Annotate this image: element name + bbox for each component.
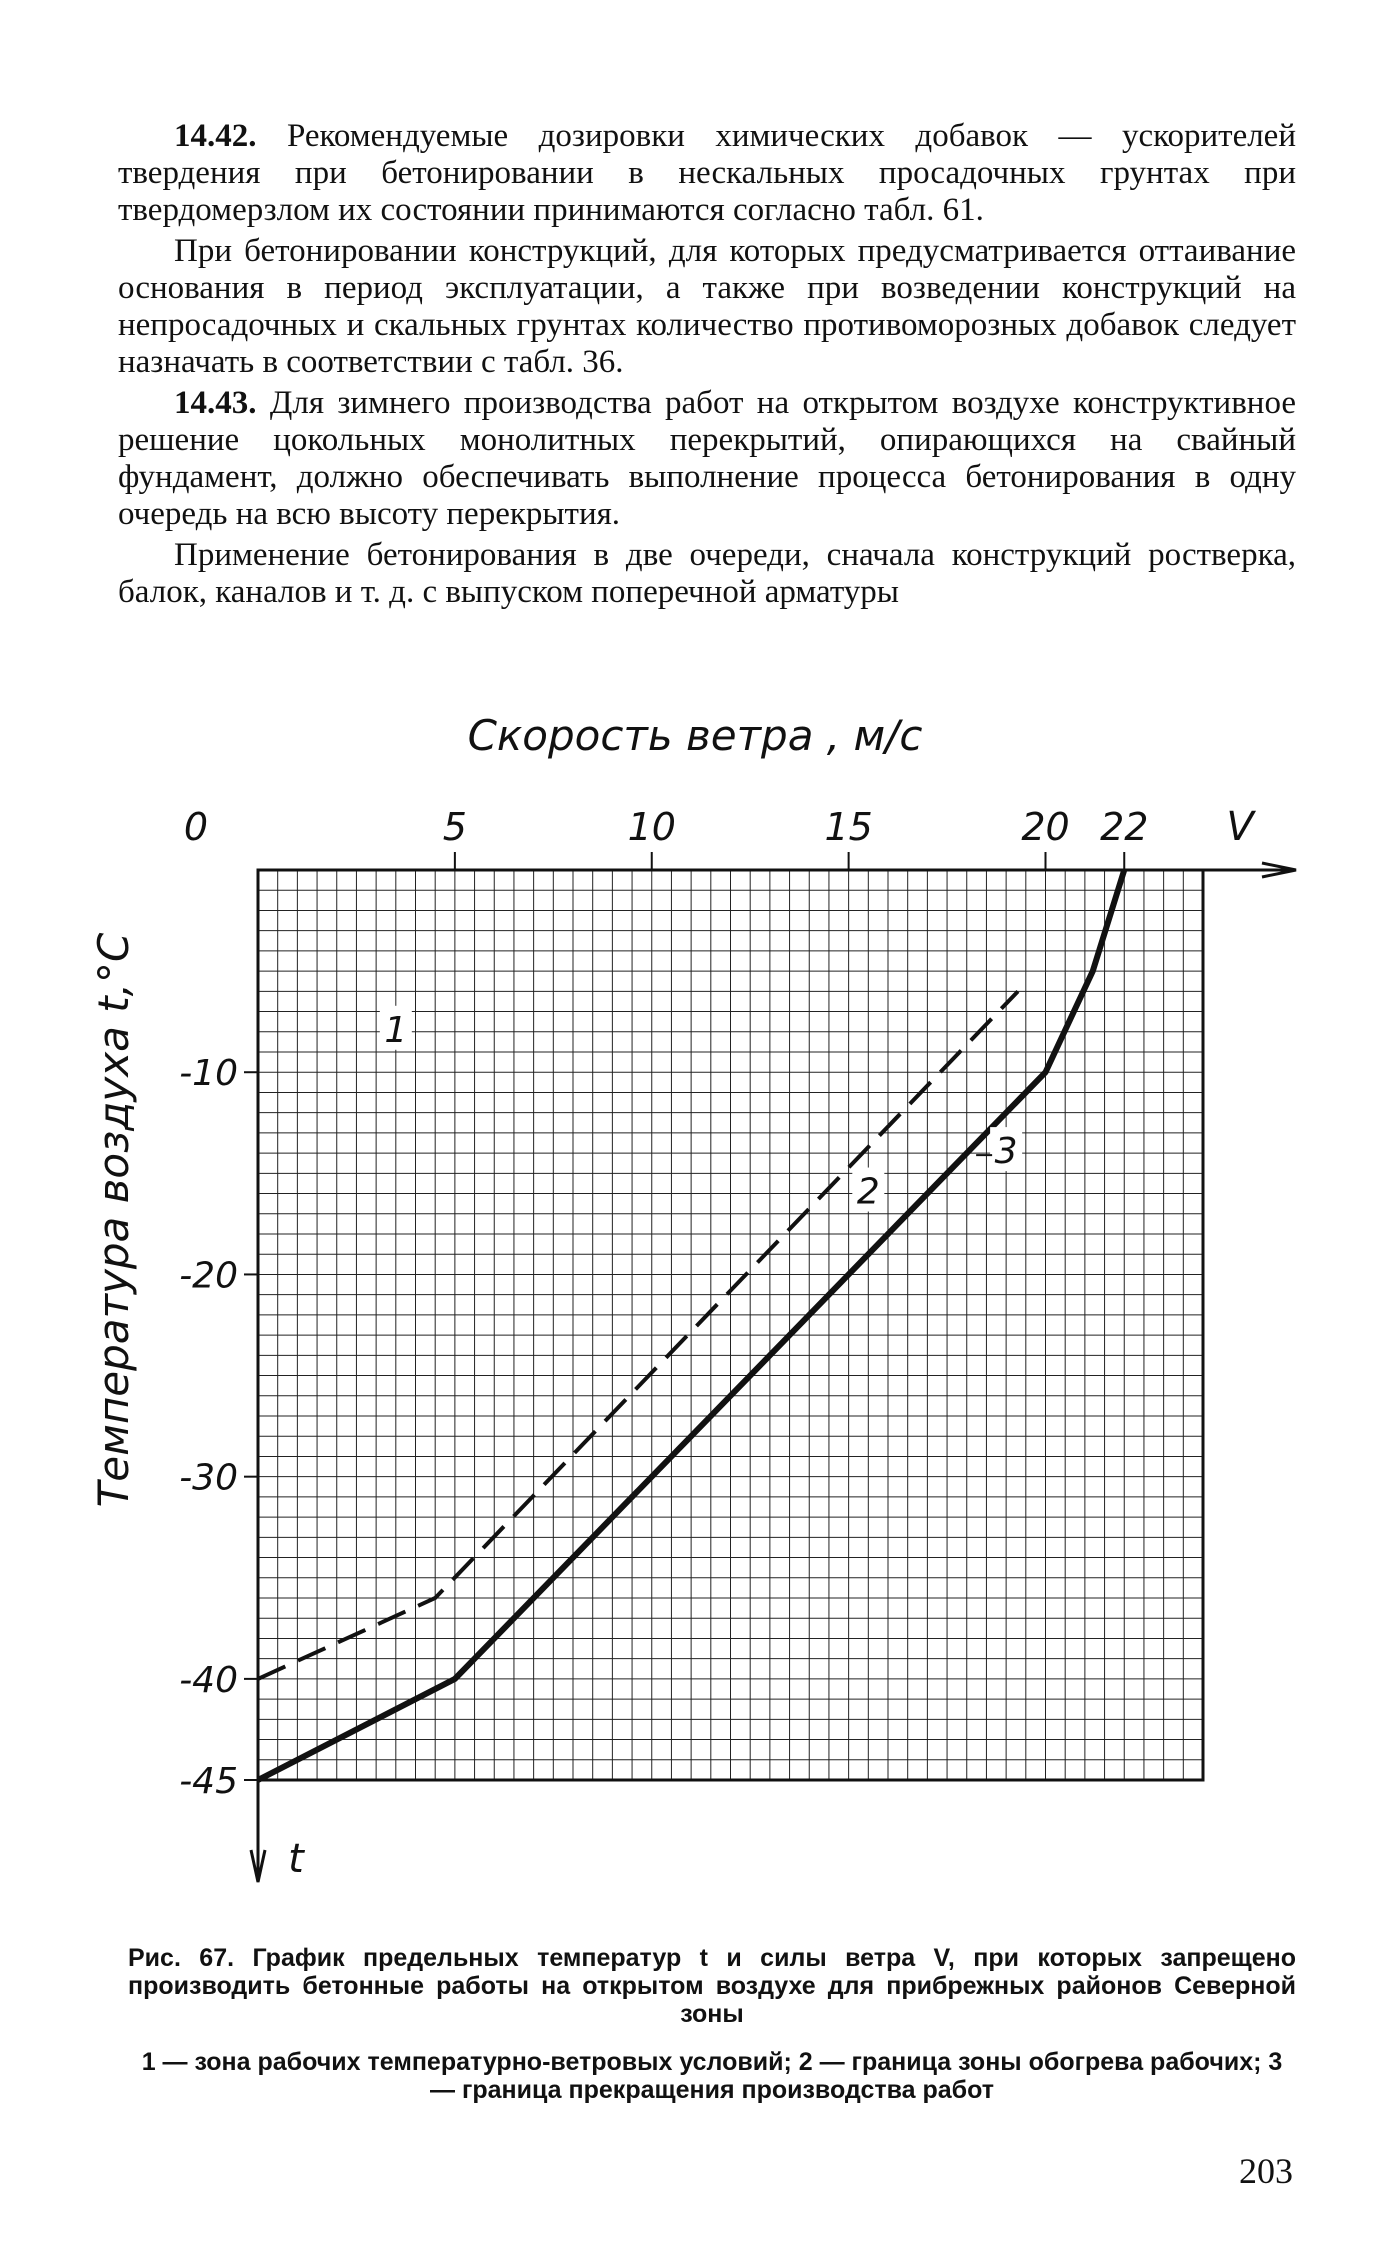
paragraph-2 — [118, 233, 1296, 381]
clause-number: 14.42. — [174, 118, 257, 154]
x-tick-label: 10 — [627, 805, 676, 849]
y-axis-label: Температура воздуха t,°C — [89, 932, 138, 1508]
x-tick-label: 22 — [1100, 805, 1149, 849]
zone-label-2: 2 — [856, 1171, 880, 1213]
figure-caption — [128, 1944, 1296, 2028]
chart-title: Скорость ветра , м/с — [467, 711, 923, 760]
temperature-wind-chart — [0, 700, 1391, 1900]
y-tick-label: -40 — [179, 1659, 238, 1701]
page-number: 203 — [1239, 2151, 1293, 2191]
y-tick-label: -10 — [179, 1053, 238, 1095]
paragraph-text: Для зимнего производства работ на открытом воздухе конструктивное решение цокольных монолитных перекрытий, опирающихся на свайный фундамент, должно обеспечивать выполнение процесса бетонирования в одну очередь на всю высоту перекрытия. — [118, 385, 1296, 532]
y-axis-letter: t — [288, 1836, 304, 1882]
paragraph-4 — [118, 537, 1296, 611]
paragraph-14-43 — [118, 385, 1296, 533]
x-tick-label: 15 — [824, 805, 873, 849]
y-tick-label: -45 — [179, 1761, 238, 1802]
figure-67 — [0, 700, 1391, 1900]
body-text — [118, 118, 1296, 611]
origin-label: 0 — [183, 805, 209, 849]
paragraph-text: Рекомендуемые дозировки химических добавок — ускорителей твердения при бетонировании в нескальных просадочных грунтах при твердомерзлом их состоянии принимаются согласно табл. 61. — [118, 118, 1296, 228]
caption-title: Рис. 67. График предельных температур t и силы ветра V, при которых запрещено производить бетонные работы на открытом воздухе для прибрежных районов Северной зоны — [128, 1944, 1296, 2028]
y-tick-label: -20 — [179, 1255, 238, 1297]
y-tick-label: -30 — [179, 1457, 238, 1499]
paragraph-14-42 — [118, 118, 1296, 229]
zone-label-1: 1 — [384, 1009, 408, 1051]
clause-number: 14.43. — [174, 385, 257, 421]
zone-label-3: 3 — [994, 1131, 1018, 1173]
figure-legend: 1 — зона рабочих температурно-ветровых условий; 2 — граница зоны обогрева рабочих; 3 — граница прекращения производства работ — [141, 2048, 1283, 2104]
x-axis-label: V — [1226, 804, 1254, 850]
paragraph-text: При бетонировании конструкций, для которых предусматривается оттаивание основания в период эксплуатации, а также при возведении конструкций на непросадочных и скальных грунтах количество противоморозных добавок следует назначать в соответствии с табл. 36. — [118, 233, 1296, 380]
x-tick-label: 20 — [1021, 805, 1070, 849]
paragraph-text: Применение бетонирования в две очереди, сначала конструкций ростверка, балок, каналов и т. д. с выпуском поперечной арматуры — [118, 537, 1296, 610]
x-tick-label: 5 — [442, 805, 467, 849]
